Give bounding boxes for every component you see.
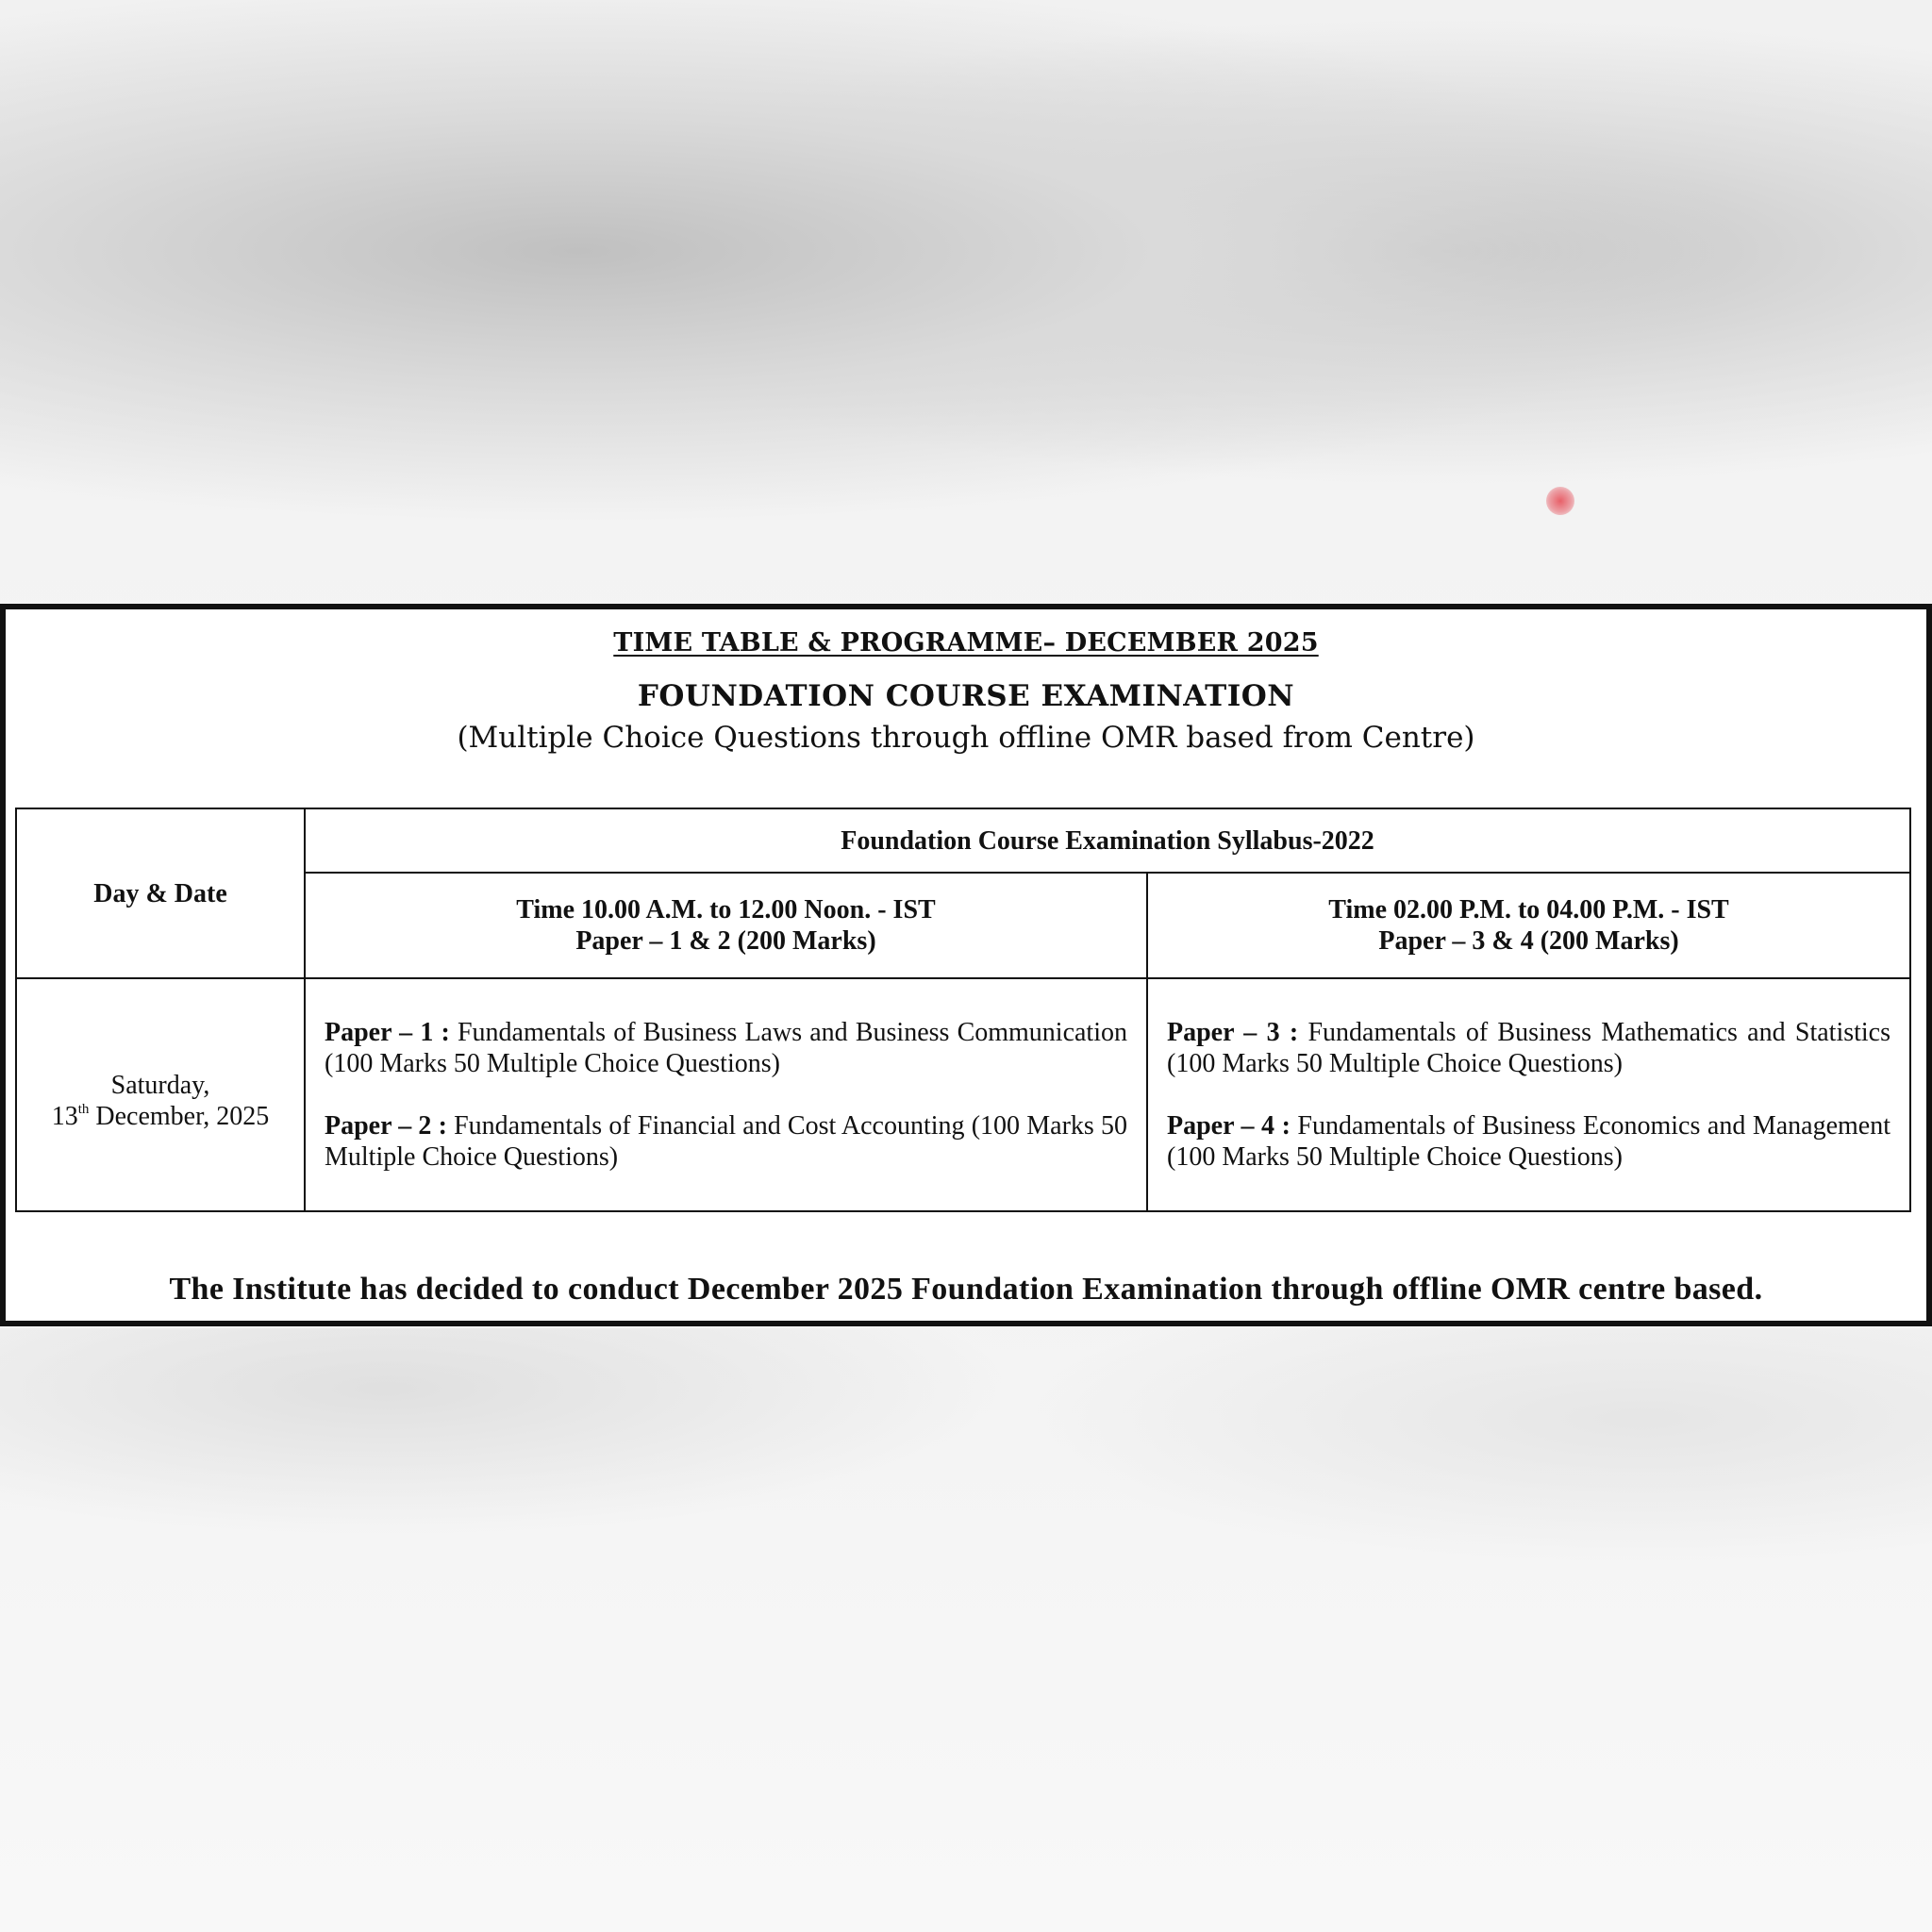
paper-1 (325, 1017, 1127, 1079)
day-date-header: Day & Date (16, 808, 305, 978)
footer-note: The Institute has decided to conduct December 2025 Foundation Examination through offline OMR centre based. (169, 1272, 1763, 1307)
document-heading: TIME TABLE & PROGRAMME– DECEMBER 2025 (613, 628, 1319, 658)
morning-time: Time 10.00 A.M. to 12.00 Noon. - IST (516, 895, 936, 924)
exam-timetable-document (0, 604, 1932, 1326)
exam-day: Saturday, (110, 1071, 210, 1100)
exam-date-cell (16, 978, 305, 1211)
morning-session-header (305, 873, 1147, 978)
paper-3-label: Paper – 3 : (1167, 1018, 1299, 1047)
morning-papers-cell (305, 978, 1147, 1211)
paper-1-label: Paper – 1 : (325, 1018, 450, 1047)
exam-date (18, 1101, 303, 1132)
table-header-row (16, 808, 1910, 873)
exam-date-day: 13 (51, 1102, 78, 1131)
paper-1-text: Fundamentals of Business Laws and Business Communication (100 Marks 50 Multiple Choice Questions) (325, 1018, 1127, 1078)
morning-papers: Paper – 1 & 2 (200 Marks) (575, 926, 876, 956)
paper-4-text: Fundamentals of Business Economics and Management (100 Marks 50 Multiple Choice Questions) (1167, 1111, 1891, 1172)
paper-4 (1167, 1110, 1890, 1173)
afternoon-papers: Paper – 3 & 4 (200 Marks) (1378, 926, 1679, 956)
syllabus-header: Foundation Course Examination Syllabus-2022 (305, 808, 1910, 873)
red-dot-marker (1546, 487, 1574, 515)
paper-2-label: Paper – 2 : (325, 1111, 447, 1141)
exam-date-suffix: th (77, 1102, 90, 1117)
table-row (16, 978, 1910, 1211)
exam-title: FOUNDATION COURSE EXAMINATION (637, 679, 1295, 713)
timetable-table (15, 808, 1911, 1212)
paper-3 (1167, 1017, 1890, 1079)
blurred-background-bottom (0, 1328, 1932, 1932)
paper-2 (325, 1110, 1127, 1173)
paper-3-text: Fundamentals of Business Mathematics and Statistics (100 Marks 50 Multiple Choice Questions) (1167, 1018, 1891, 1078)
afternoon-time: Time 02.00 P.M. to 04.00 P.M. - IST (1328, 895, 1729, 924)
blurred-background-top (0, 0, 1932, 604)
paper-2-text: Fundamentals of Financial and Cost Accounting (100 Marks 50 Multiple Choice Questions) (325, 1111, 1127, 1172)
exam-subtitle: (Multiple Choice Questions through offline OMR based from Centre) (457, 721, 1475, 755)
afternoon-session-header (1147, 873, 1910, 978)
afternoon-papers-cell (1147, 978, 1910, 1211)
paper-4-label: Paper – 4 : (1167, 1111, 1291, 1141)
exam-date-rest: December, 2025 (89, 1102, 270, 1131)
